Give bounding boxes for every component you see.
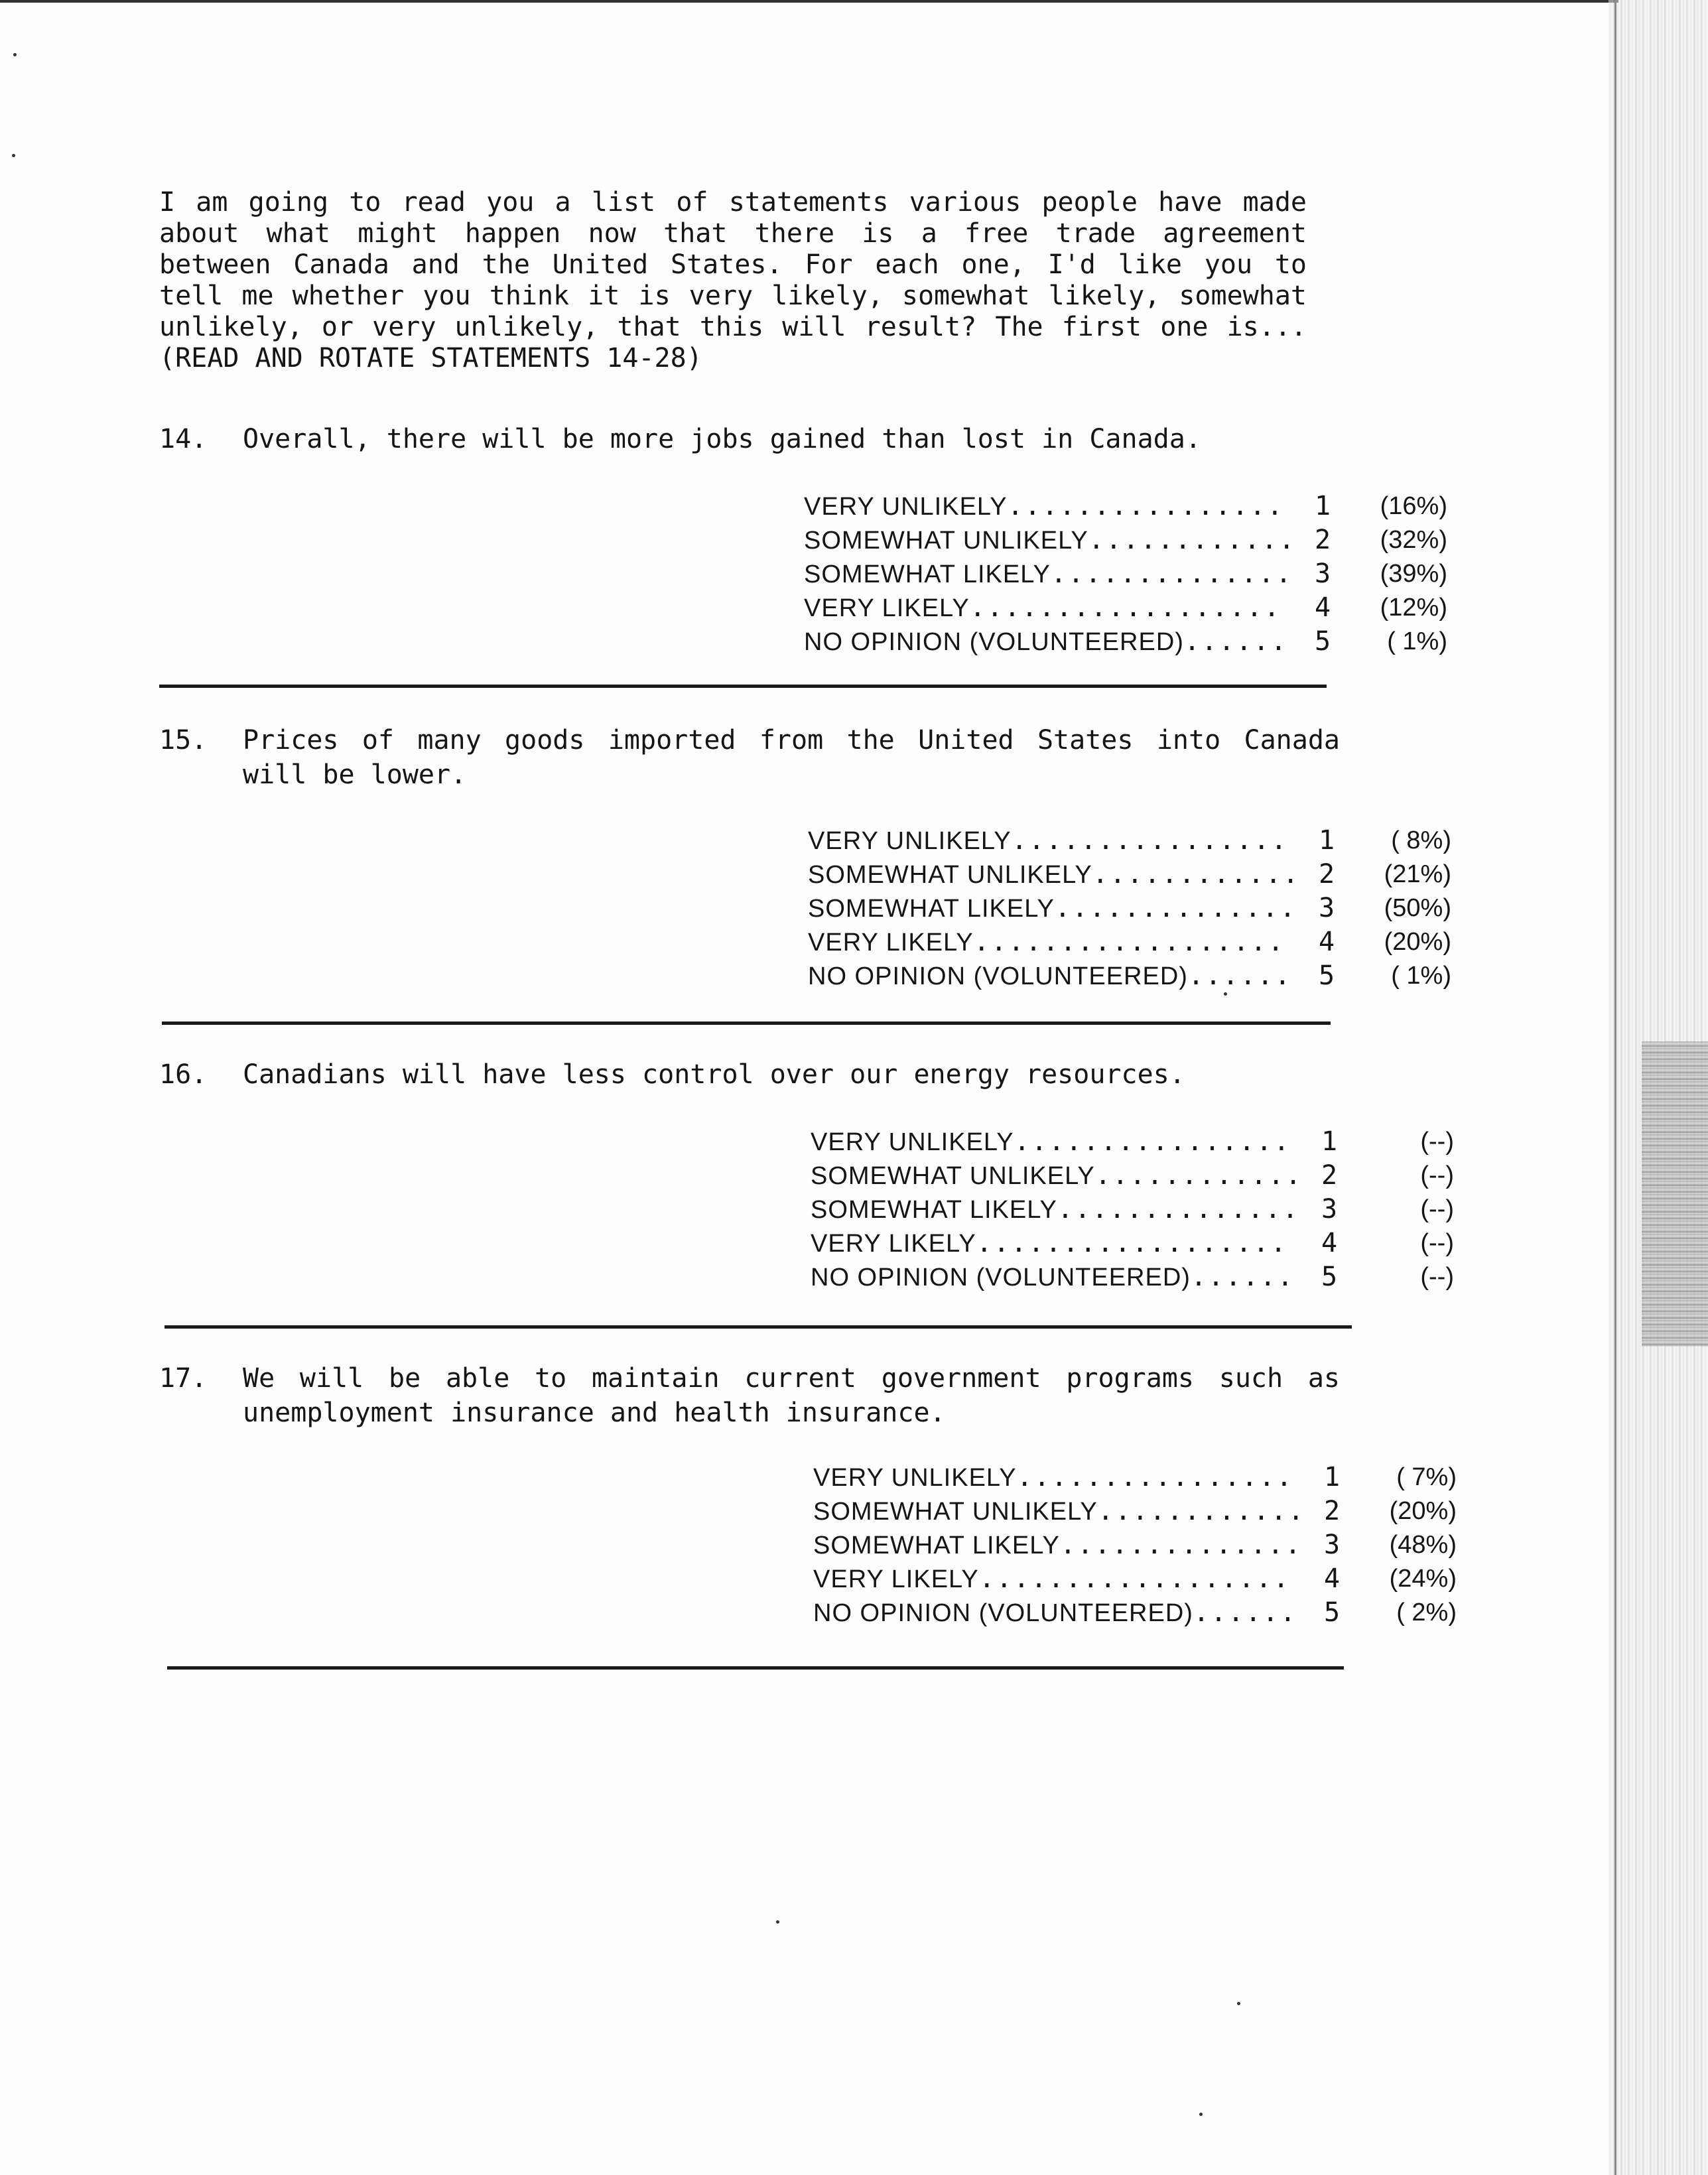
scan-speck: [13, 53, 17, 56]
scan-speck: [12, 154, 15, 157]
answer-code: 3: [1315, 559, 1331, 589]
leader-dots: ..................: [969, 592, 1281, 623]
answer-row: [808, 925, 1451, 959]
answer-percent: (12%): [1380, 594, 1447, 622]
answer-code: 4: [1324, 1563, 1341, 1594]
question-15: [159, 723, 1340, 792]
answer-percent: (50%): [1384, 894, 1451, 922]
answer-label: NO OPINION (VOLUNTEERED): [813, 1599, 1193, 1627]
scan-speck: [1237, 2002, 1240, 2005]
answer-percent: ( 7%): [1396, 1463, 1457, 1491]
answer-label: VERY LIKELY: [804, 594, 970, 622]
answer-row: [804, 557, 1447, 591]
scan-page-edge-shadow: [1642, 1041, 1708, 1347]
answer-percent: (--): [1420, 1263, 1454, 1291]
leader-dots: ......: [1187, 960, 1292, 991]
answer-row: [811, 1260, 1454, 1294]
answer-label: VERY UNLIKELY: [808, 827, 1012, 855]
leader-dots: ................: [1007, 491, 1284, 521]
answer-row: [813, 1494, 1457, 1528]
answer-code: 2: [1324, 1496, 1341, 1526]
scan-top-edge: [0, 0, 1618, 3]
answer-label: NO OPINION (VOLUNTEERED): [808, 962, 1188, 990]
answer-percent: (48%): [1389, 1531, 1457, 1559]
leader-dots: ............: [1092, 859, 1300, 890]
answer-percent: (32%): [1380, 526, 1447, 554]
answer-code: 3: [1324, 1530, 1341, 1560]
answer-row: [808, 959, 1451, 993]
answer-label: SOMEWHAT UNLIKELY: [813, 1498, 1098, 1526]
section-divider: [167, 1666, 1344, 1670]
scan-speck: [1199, 2113, 1203, 2116]
answer-percent: (--): [1420, 1195, 1454, 1223]
answer-label: SOMEWHAT LIKELY: [811, 1196, 1057, 1224]
question-number: 17.: [159, 1363, 208, 1394]
section-divider: [164, 1325, 1352, 1329]
answer-row: [813, 1596, 1457, 1630]
answer-code: 4: [1315, 592, 1331, 623]
answer-percent: (39%): [1380, 560, 1447, 588]
answer-label: VERY LIKELY: [811, 1230, 976, 1258]
answer-label: VERY UNLIKELY: [811, 1128, 1014, 1156]
answer-code: 4: [1321, 1228, 1338, 1258]
answer-percent: ( 8%): [1391, 826, 1451, 854]
leader-dots: ..............: [1059, 1530, 1303, 1560]
answer-percent: (20%): [1384, 928, 1451, 956]
leader-dots: ......: [1183, 626, 1288, 657]
answer-code: 5: [1315, 626, 1331, 657]
question-14: [159, 422, 1340, 456]
answer-row: [813, 1562, 1457, 1596]
answer-code: 5: [1321, 1262, 1338, 1292]
question-17: [159, 1361, 1340, 1430]
answer-code: 2: [1319, 859, 1335, 890]
answer-code: 1: [1321, 1126, 1338, 1157]
question-text: Overall, there will be more jobs gained than lost in Canada.: [243, 424, 1201, 454]
leader-dots: ..............: [1050, 559, 1293, 589]
question-number: 14.: [159, 424, 208, 454]
leader-dots: ..................: [978, 1563, 1291, 1594]
answer-list-17: [813, 1461, 1457, 1630]
answer-percent: (--): [1420, 1229, 1454, 1257]
answer-row: [804, 591, 1447, 625]
answer-row: [804, 490, 1447, 523]
answer-row: [811, 1226, 1454, 1260]
leader-dots: ..............: [1057, 1194, 1300, 1224]
question-number: 16.: [159, 1059, 208, 1090]
answer-label: NO OPINION (VOLUNTEERED): [811, 1264, 1191, 1291]
leader-dots: ..................: [976, 1228, 1288, 1258]
answer-row: [811, 1159, 1454, 1193]
leader-dots: ............: [1094, 1160, 1303, 1191]
answer-label: SOMEWHAT LIKELY: [808, 895, 1055, 923]
question-number: 15.: [159, 725, 208, 756]
answer-label: VERY UNLIKELY: [813, 1464, 1017, 1492]
answer-code: 1: [1315, 491, 1331, 521]
answer-code: 1: [1319, 825, 1335, 856]
answer-percent: (21%): [1384, 860, 1451, 888]
answer-percent: ( 1%): [1391, 962, 1451, 990]
leader-dots: ................: [1016, 1462, 1293, 1492]
answer-code: 2: [1321, 1160, 1338, 1191]
answer-label: SOMEWHAT LIKELY: [804, 560, 1051, 588]
answer-row: [808, 891, 1451, 925]
answer-code: 3: [1321, 1194, 1338, 1224]
section-divider: [162, 1022, 1331, 1025]
leader-dots: ................: [1011, 825, 1288, 856]
answer-percent: (20%): [1389, 1497, 1457, 1525]
leader-dots: ............: [1097, 1496, 1305, 1526]
leader-dots: ................: [1014, 1126, 1291, 1157]
answer-code: 1: [1324, 1462, 1341, 1492]
question-text: Prices of many goods imported from the United States into Canada will be lower.: [243, 725, 1340, 790]
answer-code: 5: [1319, 960, 1335, 991]
leader-dots: ............: [1088, 525, 1296, 555]
leader-dots: ..................: [973, 927, 1285, 957]
answer-label: VERY UNLIKELY: [804, 493, 1008, 521]
answer-percent: (16%): [1380, 492, 1447, 520]
answer-row: [808, 858, 1451, 891]
answer-row: [804, 625, 1447, 659]
answer-row: [813, 1528, 1457, 1562]
section-divider: [159, 685, 1327, 688]
answer-code: 3: [1319, 893, 1335, 923]
scan-page-edge-line: [1614, 0, 1616, 2175]
answer-percent: ( 1%): [1387, 627, 1447, 655]
answer-label: SOMEWHAT LIKELY: [813, 1532, 1060, 1559]
answer-label: VERY LIKELY: [813, 1565, 979, 1593]
answer-label: SOMEWHAT UNLIKELY: [804, 527, 1088, 555]
leader-dots: ..............: [1054, 893, 1297, 923]
scan-speck: [776, 1920, 779, 1924]
question-16: [159, 1057, 1340, 1092]
answer-list-14: [804, 490, 1447, 659]
answer-row: [808, 824, 1451, 858]
leader-dots: ......: [1193, 1597, 1297, 1628]
intro-paragraph: I am going to read you a list of statements various people have made about what might happen now that there is a free trade agreement between Canada and the United States. For each one, I'd like you to tell me whether you think it is very likely, somewhat likely, somewhat unlikely, or very unlikely, that this will result? The first one is...(READ AND ROTATE STATEMENTS 14-28): [159, 187, 1323, 373]
answer-label: SOMEWHAT UNLIKELY: [811, 1162, 1095, 1190]
answer-percent: (--): [1420, 1128, 1454, 1155]
answer-code: 5: [1324, 1597, 1341, 1628]
answer-percent: (--): [1420, 1161, 1454, 1189]
answer-row: [811, 1193, 1454, 1226]
question-text: We will be able to maintain current government programs such as unemployment insurance and health insurance.: [243, 1363, 1340, 1428]
answer-list-16: [811, 1125, 1454, 1294]
answer-row: [811, 1125, 1454, 1159]
answer-list-15: [808, 824, 1451, 993]
answer-percent: ( 2%): [1396, 1599, 1457, 1626]
answer-label: VERY LIKELY: [808, 929, 974, 956]
answer-label: SOMEWHAT UNLIKELY: [808, 861, 1092, 889]
answer-code: 2: [1315, 525, 1331, 555]
leader-dots: ......: [1190, 1262, 1295, 1292]
answer-label: NO OPINION (VOLUNTEERED): [804, 628, 1184, 656]
question-text: Canadians will have less control over our energy resources.: [243, 1059, 1185, 1090]
answer-row: [813, 1461, 1457, 1494]
answer-row: [804, 523, 1447, 557]
answer-code: 4: [1319, 927, 1335, 957]
answer-percent: (24%): [1389, 1565, 1457, 1593]
